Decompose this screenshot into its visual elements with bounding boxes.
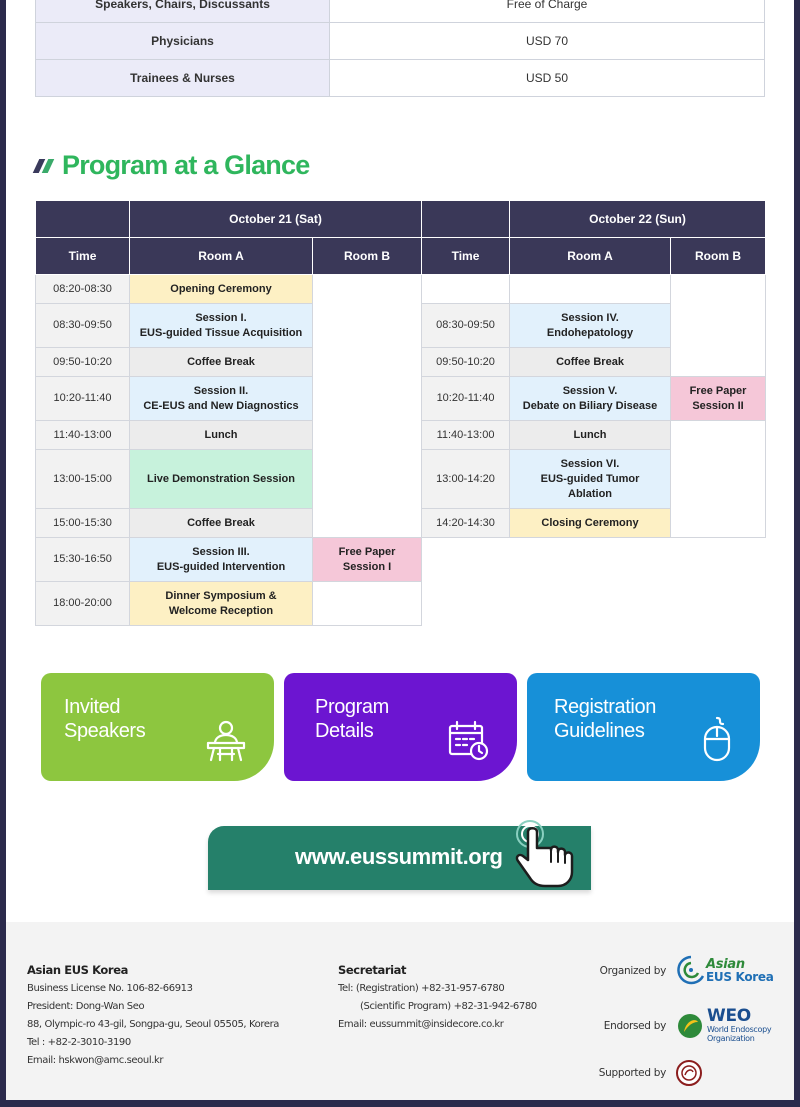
session-cell: Session III. EUS-guided Intervention: [130, 538, 313, 582]
address: 88, Olympic-ro 43-gil, Songpa-gu, Seoul 05505, Korera: [27, 1019, 280, 1030]
session-cell: Coffee Break: [510, 348, 671, 377]
time-cell: 11:40-13:00: [36, 421, 130, 450]
col-room-b: Room B: [313, 238, 422, 275]
time-cell: 13:00-15:00: [36, 450, 130, 509]
table-row: [36, 60, 765, 97]
session-cell: Lunch: [510, 421, 671, 450]
org-name: Asian EUS Korea: [27, 963, 128, 977]
session-cell: Lunch: [130, 421, 313, 450]
secretariat-title: Secretariat: [338, 963, 407, 977]
email: Email: hskwon@amc.seoul.kr: [27, 1055, 164, 1066]
table-row: [36, 238, 766, 275]
weo-logo-icon: [676, 1012, 704, 1040]
time-cell: 10:20-11:40: [36, 377, 130, 421]
empty-cell: [313, 582, 422, 626]
empty-cell: [671, 421, 766, 538]
time-cell: 08:30-09:50: [422, 304, 510, 348]
business-license: Business License No. 106-82-66913: [27, 983, 193, 994]
phone: Tel : +82-2-3010-3190: [27, 1037, 131, 1048]
time-cell: 15:00-15:30: [36, 509, 130, 538]
endorsed-by: Endorsed by WEO World Endoscopy Organization: [594, 1008, 774, 1043]
supported-by: Supported by: [594, 1060, 774, 1086]
table-row: [36, 23, 765, 60]
time-cell: 15:30-16:50: [36, 538, 130, 582]
time-cell: 08:30-09:50: [36, 304, 130, 348]
registration-fee-table: [35, 0, 765, 97]
page: [6, 0, 794, 1100]
fee-category: Trainees & Nurses: [36, 60, 330, 97]
session-cell: Session VI. EUS-guided Tumor Ablation: [510, 450, 671, 509]
session-cell: Free Paper Session II: [671, 377, 766, 421]
website-url: www.eussummit.org: [295, 844, 503, 869]
organized-by: Organized by Asian EUS Korea: [594, 954, 774, 988]
fee-category: Physicians: [36, 23, 330, 60]
mouse-icon: [700, 715, 734, 763]
invited-speakers-tile[interactable]: [41, 673, 274, 781]
speaker-podium-icon: [204, 719, 248, 763]
tile-label: Registration: [554, 696, 656, 718]
empty-cell: [510, 275, 671, 304]
session-cell: Session IV. Endohepatology: [510, 304, 671, 348]
table-row: [36, 582, 766, 626]
session-cell: Session V. Debate on Biliary Disease: [510, 377, 671, 421]
table-row: [36, 538, 766, 582]
secretariat-phone: Tel: (Registration) +82-31-957-6780: [338, 983, 505, 994]
table-row: [36, 0, 765, 23]
session-cell: Session I. EUS-guided Tissue Acquisition: [130, 304, 313, 348]
footer-secretariat: [338, 960, 537, 1034]
time-cell: 08:20-08:30: [36, 275, 130, 304]
col-room-b: Room B: [671, 238, 766, 275]
session-cell: Opening Ceremony: [130, 275, 313, 304]
time-cell: 13:00-14:20: [422, 450, 510, 509]
president: President: Dong-Wan Seo: [27, 1001, 145, 1012]
session-cell: Closing Ceremony: [510, 509, 671, 538]
table-row: [36, 275, 766, 304]
time-cell: 11:40-13:00: [422, 421, 510, 450]
secretariat-phone: (Scientific Program) +82-31-942-6780: [360, 1001, 537, 1012]
session-cell: Session II. CE-EUS and New Diagnostics: [130, 377, 313, 421]
weo-logo: WEO World Endoscopy Organization: [676, 1008, 774, 1043]
session-cell: Dinner Symposium & Welcome Reception: [130, 582, 313, 626]
tile-label: Program: [315, 696, 389, 718]
session-cell: Coffee Break: [130, 509, 313, 538]
section-title: Program at a Glance: [62, 150, 310, 180]
section-heading: [36, 150, 309, 181]
table-row: [36, 201, 766, 238]
tile-label: Invited: [64, 696, 121, 718]
asian-eus-logo-icon: [676, 954, 706, 988]
day2-header: October 22 (Sun): [510, 201, 766, 238]
program-details-tile[interactable]: [284, 673, 517, 781]
tile-label: Guidelines: [554, 720, 645, 742]
supporter-seal-icon: [676, 1060, 702, 1086]
time-cell: 09:50-10:20: [36, 348, 130, 377]
secretariat-email: Email: eussummit@insidecore.co.kr: [338, 1019, 504, 1030]
session-cell: Coffee Break: [130, 348, 313, 377]
time-cell: 09:50-10:20: [422, 348, 510, 377]
fee-category: Speakers, Chairs, Discussants: [36, 0, 330, 23]
supporter-seal-logo: [676, 1060, 774, 1086]
col-room-a: Room A: [510, 238, 671, 275]
time-cell: 10:20-11:40: [422, 377, 510, 421]
registration-guidelines-tile[interactable]: [527, 673, 760, 781]
footer-org-info: [27, 960, 279, 1070]
day1-header: October 21 (Sat): [130, 201, 422, 238]
fee-value: Free of Charge: [330, 0, 765, 23]
tile-label: Speakers: [64, 720, 146, 742]
col-time: Time: [36, 238, 130, 275]
double-slash-icon: [36, 159, 54, 173]
website-button[interactable]: [208, 826, 591, 890]
time-cell: 14:20-14:30: [422, 509, 510, 538]
footer: [6, 922, 794, 1100]
fee-value: USD 70: [330, 23, 765, 60]
program-table: [35, 201, 766, 626]
session-cell: Free Paper Session I: [313, 538, 422, 582]
pointing-hand-click-icon: [510, 820, 590, 892]
asian-eus-korea-logo: Asian EUS Korea: [676, 954, 774, 988]
empty-cell: [422, 275, 510, 304]
fee-value: USD 50: [330, 60, 765, 97]
calendar-clock-icon: [447, 719, 491, 763]
col-time: Time: [422, 238, 510, 275]
tile-label: Details: [315, 720, 374, 742]
col-room-a: Room A: [130, 238, 313, 275]
empty-cell: [313, 275, 422, 538]
empty-cell: [671, 275, 766, 377]
time-cell: 18:00-20:00: [36, 582, 130, 626]
session-cell: Live Demonstration Session: [130, 450, 313, 509]
